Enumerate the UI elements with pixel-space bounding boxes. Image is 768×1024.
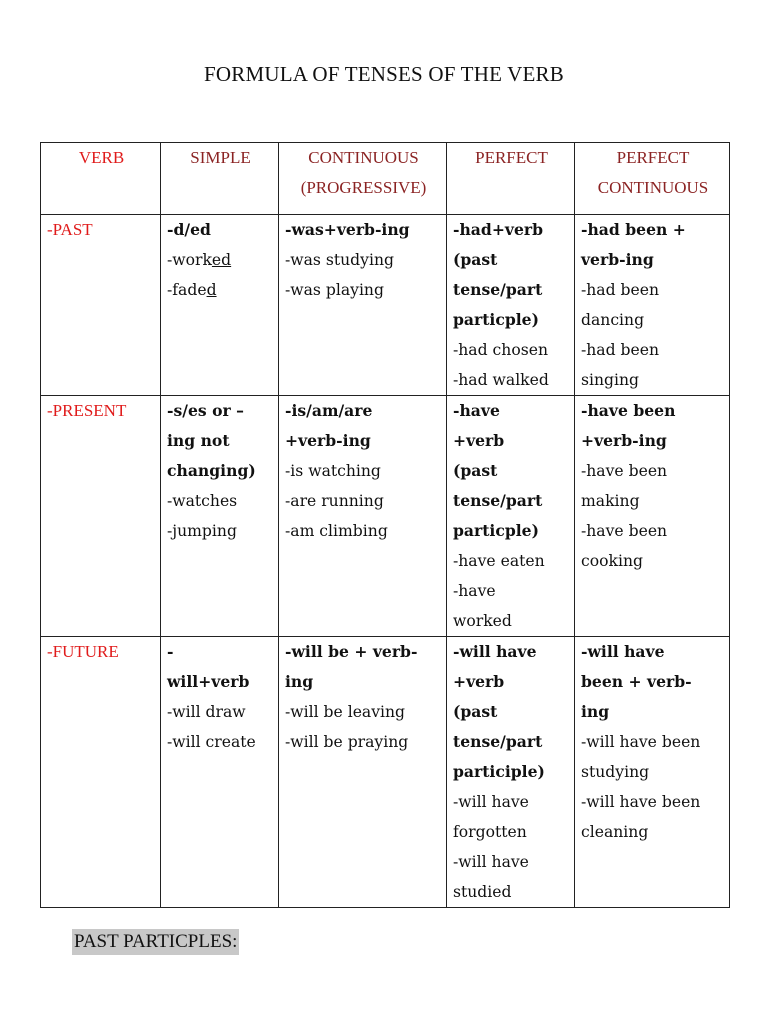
cell-present-continuous: -is/am/are +verb-ing -is watching -are running -am climbing xyxy=(279,396,447,637)
page-title: FORMULA OF TENSES OF THE VERB xyxy=(204,62,564,86)
table-header-row xyxy=(41,143,730,215)
header-continuous: CONTINUOUS (PROGRESSIVE) xyxy=(279,143,447,215)
cell-present-simple: -s/es or – ing not changing) -watches -jumping xyxy=(161,396,279,637)
header-perfect-continuous: PERFECT CONTINUOUS xyxy=(575,143,730,215)
cell-past-perfect-continuous: -had been + verb-ing -had been dancing -had been singing xyxy=(575,215,730,396)
header-simple: SIMPLE xyxy=(161,143,279,215)
cell-future-perfect-continuous: -will have been + verb- ing -will have been studying -will have been cleaning xyxy=(575,637,730,908)
cell-future-perfect: -will have +verb (past tense/part participle) -will have forgotten -will have studied xyxy=(447,637,575,908)
row-label-past: -PAST xyxy=(41,215,161,396)
cell-future-continuous: -will be + verb- ing -will be leaving -will be praying xyxy=(279,637,447,908)
tenses-table xyxy=(40,142,730,908)
header-perfect: PERFECT xyxy=(447,143,575,215)
cell-present-perfect-continuous: -have been +verb-ing -have been making -have been cooking xyxy=(575,396,730,637)
cell-present-perfect: -have +verb (past tense/part particple) -have eaten -have worked xyxy=(447,396,575,637)
cell-future-simple: - will+verb -will draw -will create xyxy=(161,637,279,908)
table-row-present xyxy=(41,396,730,637)
section-heading-past-participles: PAST PARTICPLES: xyxy=(72,929,239,955)
table-row-past xyxy=(41,215,730,396)
row-label-present: -PRESENT xyxy=(41,396,161,637)
cell-past-perfect: -had+verb (past tense/part particple) -had chosen -had walked xyxy=(447,215,575,396)
table-row-future xyxy=(41,637,730,908)
header-verb: VERB xyxy=(41,143,161,215)
row-label-future: -FUTURE xyxy=(41,637,161,908)
cell-past-simple: -d/ed -worked -faded xyxy=(161,215,279,396)
cell-past-continuous: -was+verb-ing -was studying -was playing xyxy=(279,215,447,396)
